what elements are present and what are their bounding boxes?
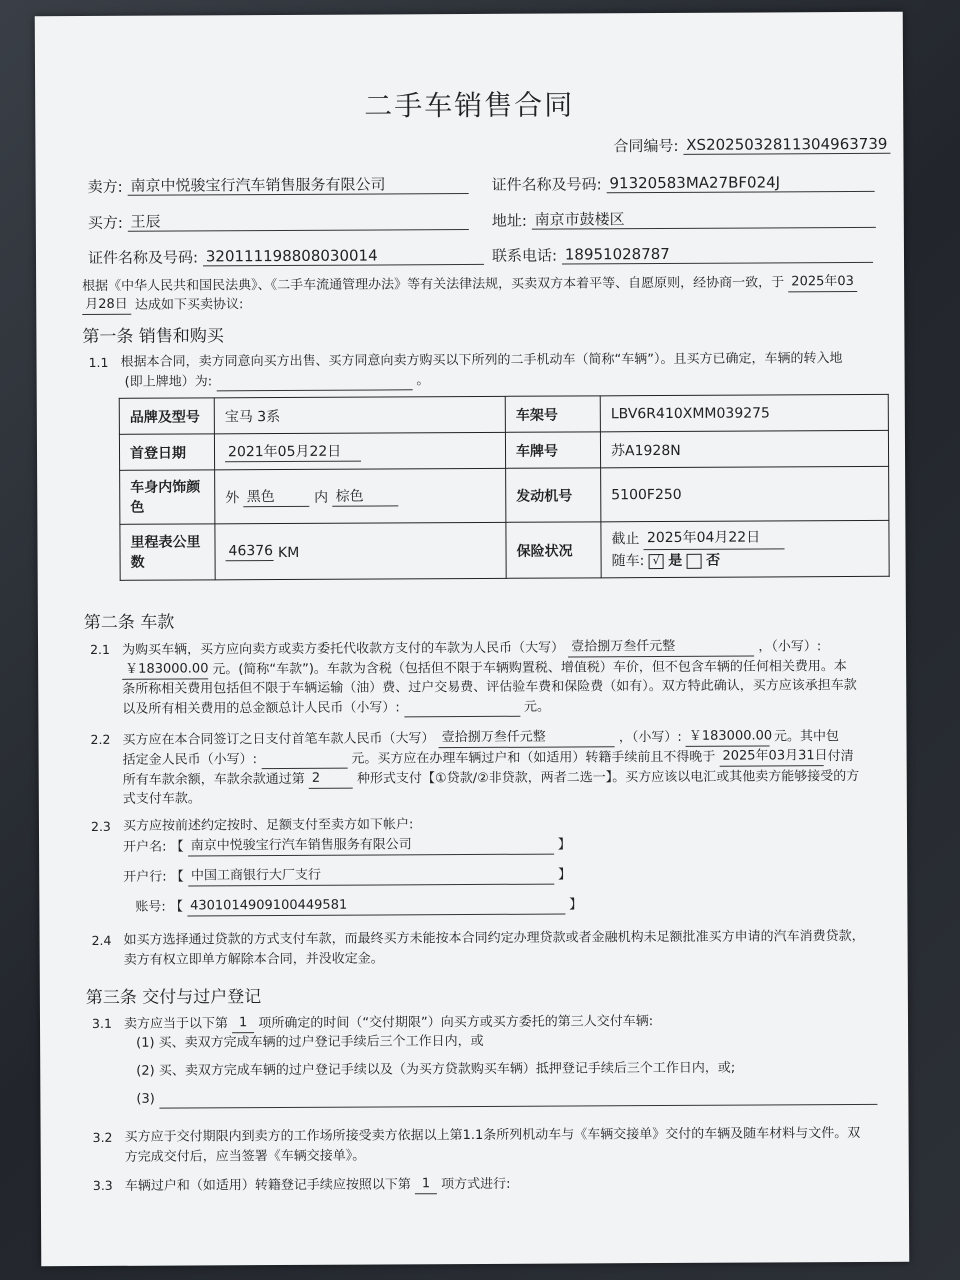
brand-value: 宝马 3系 — [214, 396, 505, 434]
clause-2-2-line2: 括定金人民币（小写）: 元。买方应在办理车辆过户和（如适用）转籍手续前且不得晚于 2025年03月31日 付清 — [122, 748, 854, 768]
first-payment-lowercase: ￥183000.00 — [686, 727, 770, 746]
color-cell: 外 黑色 内 棕色 — [215, 468, 506, 524]
buyer-row: 买方: 王辰 — [88, 211, 469, 232]
total-amount-field[interactable] — [404, 699, 520, 718]
clause-2-1-line2: ￥183000.00 元。(简称“车款”)。车款为含税（包括但不限于车辆购置税、增值税）车价，但不包含车辆的任何相关费用。本 — [122, 657, 847, 680]
seller-id: 91320583MA27BF024J — [606, 173, 874, 193]
clause-3-1-option3: (3) — [136, 1087, 877, 1109]
buyer-name: 王辰 — [128, 211, 469, 232]
clause-3-2-num: 3.2 — [92, 1129, 113, 1145]
clause-2-4-num: 2.4 — [91, 932, 112, 948]
preamble-line2: 月28日 达成如下买卖协议: — [82, 295, 243, 315]
insurance-cell: 截止 2025年04月22日 随车: √ 是 否 — [601, 520, 889, 578]
transfer-option: 1 — [415, 1175, 437, 1194]
color-label: 车身内饰颜色 — [120, 470, 215, 524]
account-name: 南京中悦骏宝行汽车销售服务有限公司 — [188, 836, 554, 857]
clause-3-3-line1: 车辆过户和（如适用）转籍登记手续应按照以下第 1 项方式进行: — [124, 1176, 511, 1194]
article-2-title: 第二条 车款 — [83, 612, 175, 634]
account-number: 4301014909100449581 — [187, 896, 565, 917]
yes-checkbox[interactable]: √ — [649, 553, 664, 568]
account-name-row: 开户名: 【 南京中悦骏宝行汽车销售服务有限公司 】 — [123, 837, 571, 855]
payment-deadline: 2025年03月31日 — [719, 747, 823, 767]
engine-label: 发动机号 — [506, 468, 601, 522]
clause-3-1-option1: (1) 买、卖双方完成车辆的过户登记手续后三个工作日内，或 — [136, 1033, 484, 1051]
bank-row: 开户行: 【 中国工商银行大厂支行 】 — [123, 867, 572, 885]
clause-3-1-line1: 卖方应当于以下第 1 项所确定的时间（“交付期限”）向买方或买方委托的第三人交付车辆: — [123, 1014, 654, 1032]
engine-value: 5100F250 — [601, 466, 889, 522]
clause-3-1-num: 3.1 — [91, 1015, 112, 1031]
contract-no: 合同编号: XS2025032811304963739 — [613, 135, 890, 155]
clause-1-1-line2: (即上牌地）为: 。 — [124, 373, 430, 390]
no-checkbox[interactable] — [687, 553, 702, 568]
page-title: 二手车销售合同 — [364, 88, 575, 123]
payment-method: 2 — [309, 770, 353, 789]
seller-id-row: 证件名称及号码: 91320583MA27BF024J — [492, 173, 875, 194]
mileage-cell: 46376 KM — [215, 522, 506, 580]
registration-place-field[interactable] — [216, 372, 412, 391]
insurance-label: 保险状况 — [506, 522, 601, 578]
brand-label: 品牌及型号 — [119, 398, 214, 434]
vehicle-table — [119, 394, 890, 581]
exterior-color: 黑色 — [244, 486, 310, 507]
insurance-until: 2025年04月22日 — [644, 526, 785, 550]
buyer-address: 南京市鼓楼区 — [532, 209, 876, 230]
clause-2-2-num: 2.2 — [90, 731, 111, 747]
clause-2-2-line1: 买方应在本合同签订之日支付首笔车款人民币（大写） 壹拾捌万叁仟元整 ，（小写）: ￥183000.00 元。其中包 — [122, 728, 840, 748]
price-uppercase: 壹拾捌万叁仟元整 — [568, 638, 754, 658]
contract-no-value: XS2025032811304963739 — [683, 135, 890, 155]
clause-3-3-num: 3.3 — [92, 1177, 113, 1193]
seller-name: 南京中悦骏宝行汽车销售服务有限公司 — [127, 175, 468, 196]
reg-date-label: 首登日期 — [119, 434, 214, 470]
clause-2-2-line4: 式支付车款。 — [122, 791, 201, 807]
mileage-label: 里程表公里数 — [120, 524, 215, 580]
article-1-title: 第一条 销售和购买 — [82, 326, 224, 348]
bank-name: 中国工商银行大厂支行 — [188, 866, 554, 887]
reg-date-value: 2021年05月22日 — [225, 441, 361, 463]
buyer-phone: 18951028787 — [562, 244, 873, 265]
preamble-date-b: 月28日 — [82, 296, 131, 315]
clause-2-3-num: 2.3 — [90, 818, 111, 834]
clause-3-1-option2: (2) 买、卖双方完成车辆的过户登记手续以及（为买方贷款购买车辆）抵押登记手续后三个工作日内，或; — [136, 1060, 736, 1079]
first-payment-uppercase: 壹拾捌万叁仟元整 — [439, 728, 615, 748]
clause-3-2-line2: 方完成交付后，应当签署《车辆交接单》。 — [124, 1148, 366, 1165]
buyer-id-row: 证件名称及号码: 320111198808030014 — [88, 246, 484, 267]
buyer-addr-row: 地址: 南京市鼓楼区 — [492, 209, 876, 230]
buyer-id: 320111198808030014 — [203, 246, 484, 266]
clause-2-1-num: 2.1 — [90, 641, 110, 657]
account-number-row: 账号: 【 4301014909100449581 】 — [135, 897, 583, 915]
plate-value: 苏A1928N — [600, 430, 888, 468]
clause-2-1-line3: 条所称相关费用包括但不限于车辆运输（油）费、过户交易费、评估验车费和保险费（如有）。双方特此确认，买方应该承担车款 — [122, 677, 857, 697]
plate-label: 车牌号 — [505, 432, 600, 468]
article-3-title: 第三条 交付与过户登记 — [85, 987, 262, 1009]
preamble-date-a: 2025年03 — [788, 273, 857, 292]
seller-row: 卖方: 南京中悦骏宝行汽车销售服务有限公司 — [88, 175, 469, 196]
mileage-value: 46376 — [225, 543, 273, 561]
clause-1-1-line1: 根据本合同，卖方同意向买方出售、买方同意向卖方购买以下所列的二手机动车（简称“车辆”）。且买方已确定，车辆的转入地 — [120, 351, 843, 370]
clause-2-2-line3: 所有车款余额，车款余款通过第 2 种形式支付【①贷款/②非贷款，两者二选一】。买方应该以电汇或其他卖方能够接受的方 — [122, 768, 860, 788]
preamble-line1: 根据《中华人民共和国民法典》、《二手车流通管理办法》等有关法律法规，买卖双方本着平等、自愿原则，经协商一致，于 2025年03 — [82, 273, 857, 296]
clause-3-2-line1: 买方应于交付期限内到卖方的工作场所接受卖方依据以上第1.1条所列机动车与《车辆交接单》交付的车辆及随车材料与文件。双 — [124, 1125, 861, 1145]
contract-paper — [35, 12, 910, 1267]
buyer-phone-row: 联系电话: 18951028787 — [492, 244, 873, 265]
clause-2-1-line4: 以及所有相关费用的总金额总计人民币（小写）: 元。 — [122, 699, 551, 717]
delivery-option: 1 — [232, 1014, 254, 1033]
clause-2-3-line1: 买方应按前述约定按时、足额支付至卖方如下帐户: — [122, 817, 414, 834]
vin-value: LBV6R410XMM039275 — [600, 394, 888, 432]
reg-date-cell — [214, 432, 505, 470]
clause-1-1-num: 1.1 — [88, 354, 109, 371]
deposit-field[interactable] — [261, 751, 347, 769]
price-lowercase: ￥183000.00 — [122, 660, 208, 679]
option3-field[interactable] — [159, 1087, 877, 1109]
clause-2-4-line2: 卖方有权立即单方解除本合同，并没收定金。 — [123, 951, 384, 968]
clause-2-4-line1: 如买方选择通过贷款的方式支付车款，而最终买方未能按本合同约定办理贷款或者金融机构未足额批准买方申请的汽车消费贷款， — [123, 928, 865, 948]
vin-label: 车架号 — [505, 396, 600, 432]
clause-2-1-line1: 为购买车辆，买方应向卖方或卖方委托代收款方支付的车款为人民币（大写） 壹拾捌万叁仟元整 ，（小写）: — [122, 638, 822, 658]
interior-color: 棕色 — [333, 485, 399, 506]
